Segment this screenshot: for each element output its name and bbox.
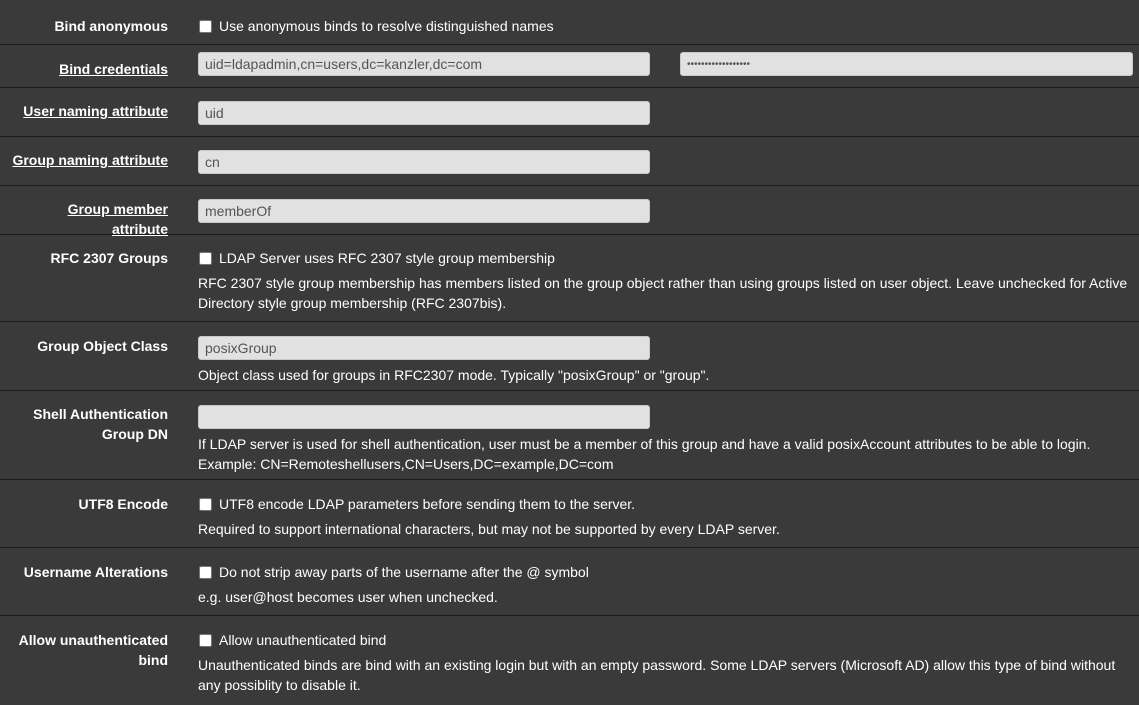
shell-auth-group-dn-input[interactable] [198, 405, 650, 429]
rfc2307-groups-checkbox-label: LDAP Server uses RFC 2307 style group membership [219, 250, 555, 266]
username-alterations-checkbox[interactable] [199, 566, 212, 579]
bind-user-dn-input[interactable] [198, 52, 650, 76]
utf8-encode-help: Required to support international characters, but may not be supported by every LDAP server. [198, 521, 780, 537]
row-username-alterations [0, 548, 1139, 616]
row-allow-unauth-bind [0, 616, 1139, 705]
user-naming-attribute-label[interactable]: User naming attribute [23, 103, 168, 119]
allow-unauth-bind-help: Unauthenticated binds are bind with an existing login but with an empty password. Some LDAP servers (Microsoft AD) allow this type of bind without any possiblity to disable it. [198, 657, 1116, 693]
shell-auth-group-dn-label [8, 404, 168, 444]
rfc2307-groups-help: RFC 2307 style group membership has members listed on the group object rather than using groups listed on user object. Leave unchecked for Active Directory style group membership (RFC 2307bis). [198, 275, 1128, 311]
allow-unauth-bind-label-line2: bind [138, 652, 168, 668]
group-naming-attribute-input[interactable] [198, 150, 650, 174]
rfc2307-groups-checkbox[interactable] [199, 252, 212, 265]
rfc2307-groups-label: RFC 2307 Groups [50, 250, 168, 266]
group-object-class-help: Object class used for groups in RFC2307 mode. Typically "posixGroup" or "group". [198, 367, 710, 383]
shell-auth-group-dn-help [198, 434, 1133, 474]
shell-auth-group-dn-label-line1: Shell Authentication [33, 406, 168, 422]
utf8-encode-checkbox-label: UTF8 encode LDAP parameters before sending them to the server. [219, 496, 636, 512]
group-object-class-label: Group Object Class [37, 338, 168, 354]
bind-password-input[interactable] [680, 52, 1133, 76]
row-group-member-attribute [0, 186, 1139, 235]
allow-unauth-bind-label-line1: Allow unauthenticated [18, 632, 168, 648]
row-bind-credentials [0, 45, 1139, 88]
username-alterations-help: e.g. user@host becomes user when unchecked. [198, 589, 498, 605]
bind-anonymous-label: Bind anonymous [54, 18, 168, 34]
row-rfc2307-groups [0, 235, 1139, 322]
row-shell-auth-group-dn [0, 391, 1139, 480]
row-utf8-encode [0, 480, 1139, 548]
bind-credentials-label[interactable]: Bind credentials [59, 61, 168, 77]
bind-anonymous-checkbox-label: Use anonymous binds to resolve distinguished names [219, 18, 554, 34]
shell-auth-group-dn-help-line2: Example: CN=Remoteshellusers,CN=Users,DC=example,DC=com [198, 456, 614, 472]
shell-auth-group-dn-help-line1: If LDAP server is used for shell authentication, user must be a member of this group and have a valid posixAccount attributes to be able to login. [198, 436, 1091, 452]
username-alterations-checkbox-label: Do not strip away parts of the username after the @ symbol [219, 564, 589, 580]
group-member-attribute-label[interactable]: Group member attribute [67, 201, 168, 237]
row-group-object-class [0, 322, 1139, 391]
shell-auth-group-dn-label-line2: Group DN [101, 426, 168, 442]
utf8-encode-checkbox[interactable] [199, 498, 212, 511]
allow-unauth-bind-label [8, 630, 168, 670]
user-naming-attribute-input[interactable] [198, 101, 650, 125]
group-object-class-input[interactable] [198, 336, 650, 360]
bind-anonymous-checkbox[interactable] [199, 20, 212, 33]
allow-unauth-bind-checkbox-label: Allow unauthenticated bind [219, 632, 387, 648]
username-alterations-label: Username Alterations [23, 564, 168, 580]
allow-unauth-bind-checkbox[interactable] [199, 634, 212, 647]
group-member-attribute-input[interactable] [198, 199, 650, 223]
utf8-encode-label: UTF8 Encode [78, 496, 168, 512]
row-user-naming-attribute [0, 88, 1139, 137]
group-naming-attribute-label[interactable]: Group naming attribute [12, 152, 168, 168]
row-group-naming-attribute [0, 137, 1139, 186]
row-bind-anonymous [0, 0, 1139, 45]
